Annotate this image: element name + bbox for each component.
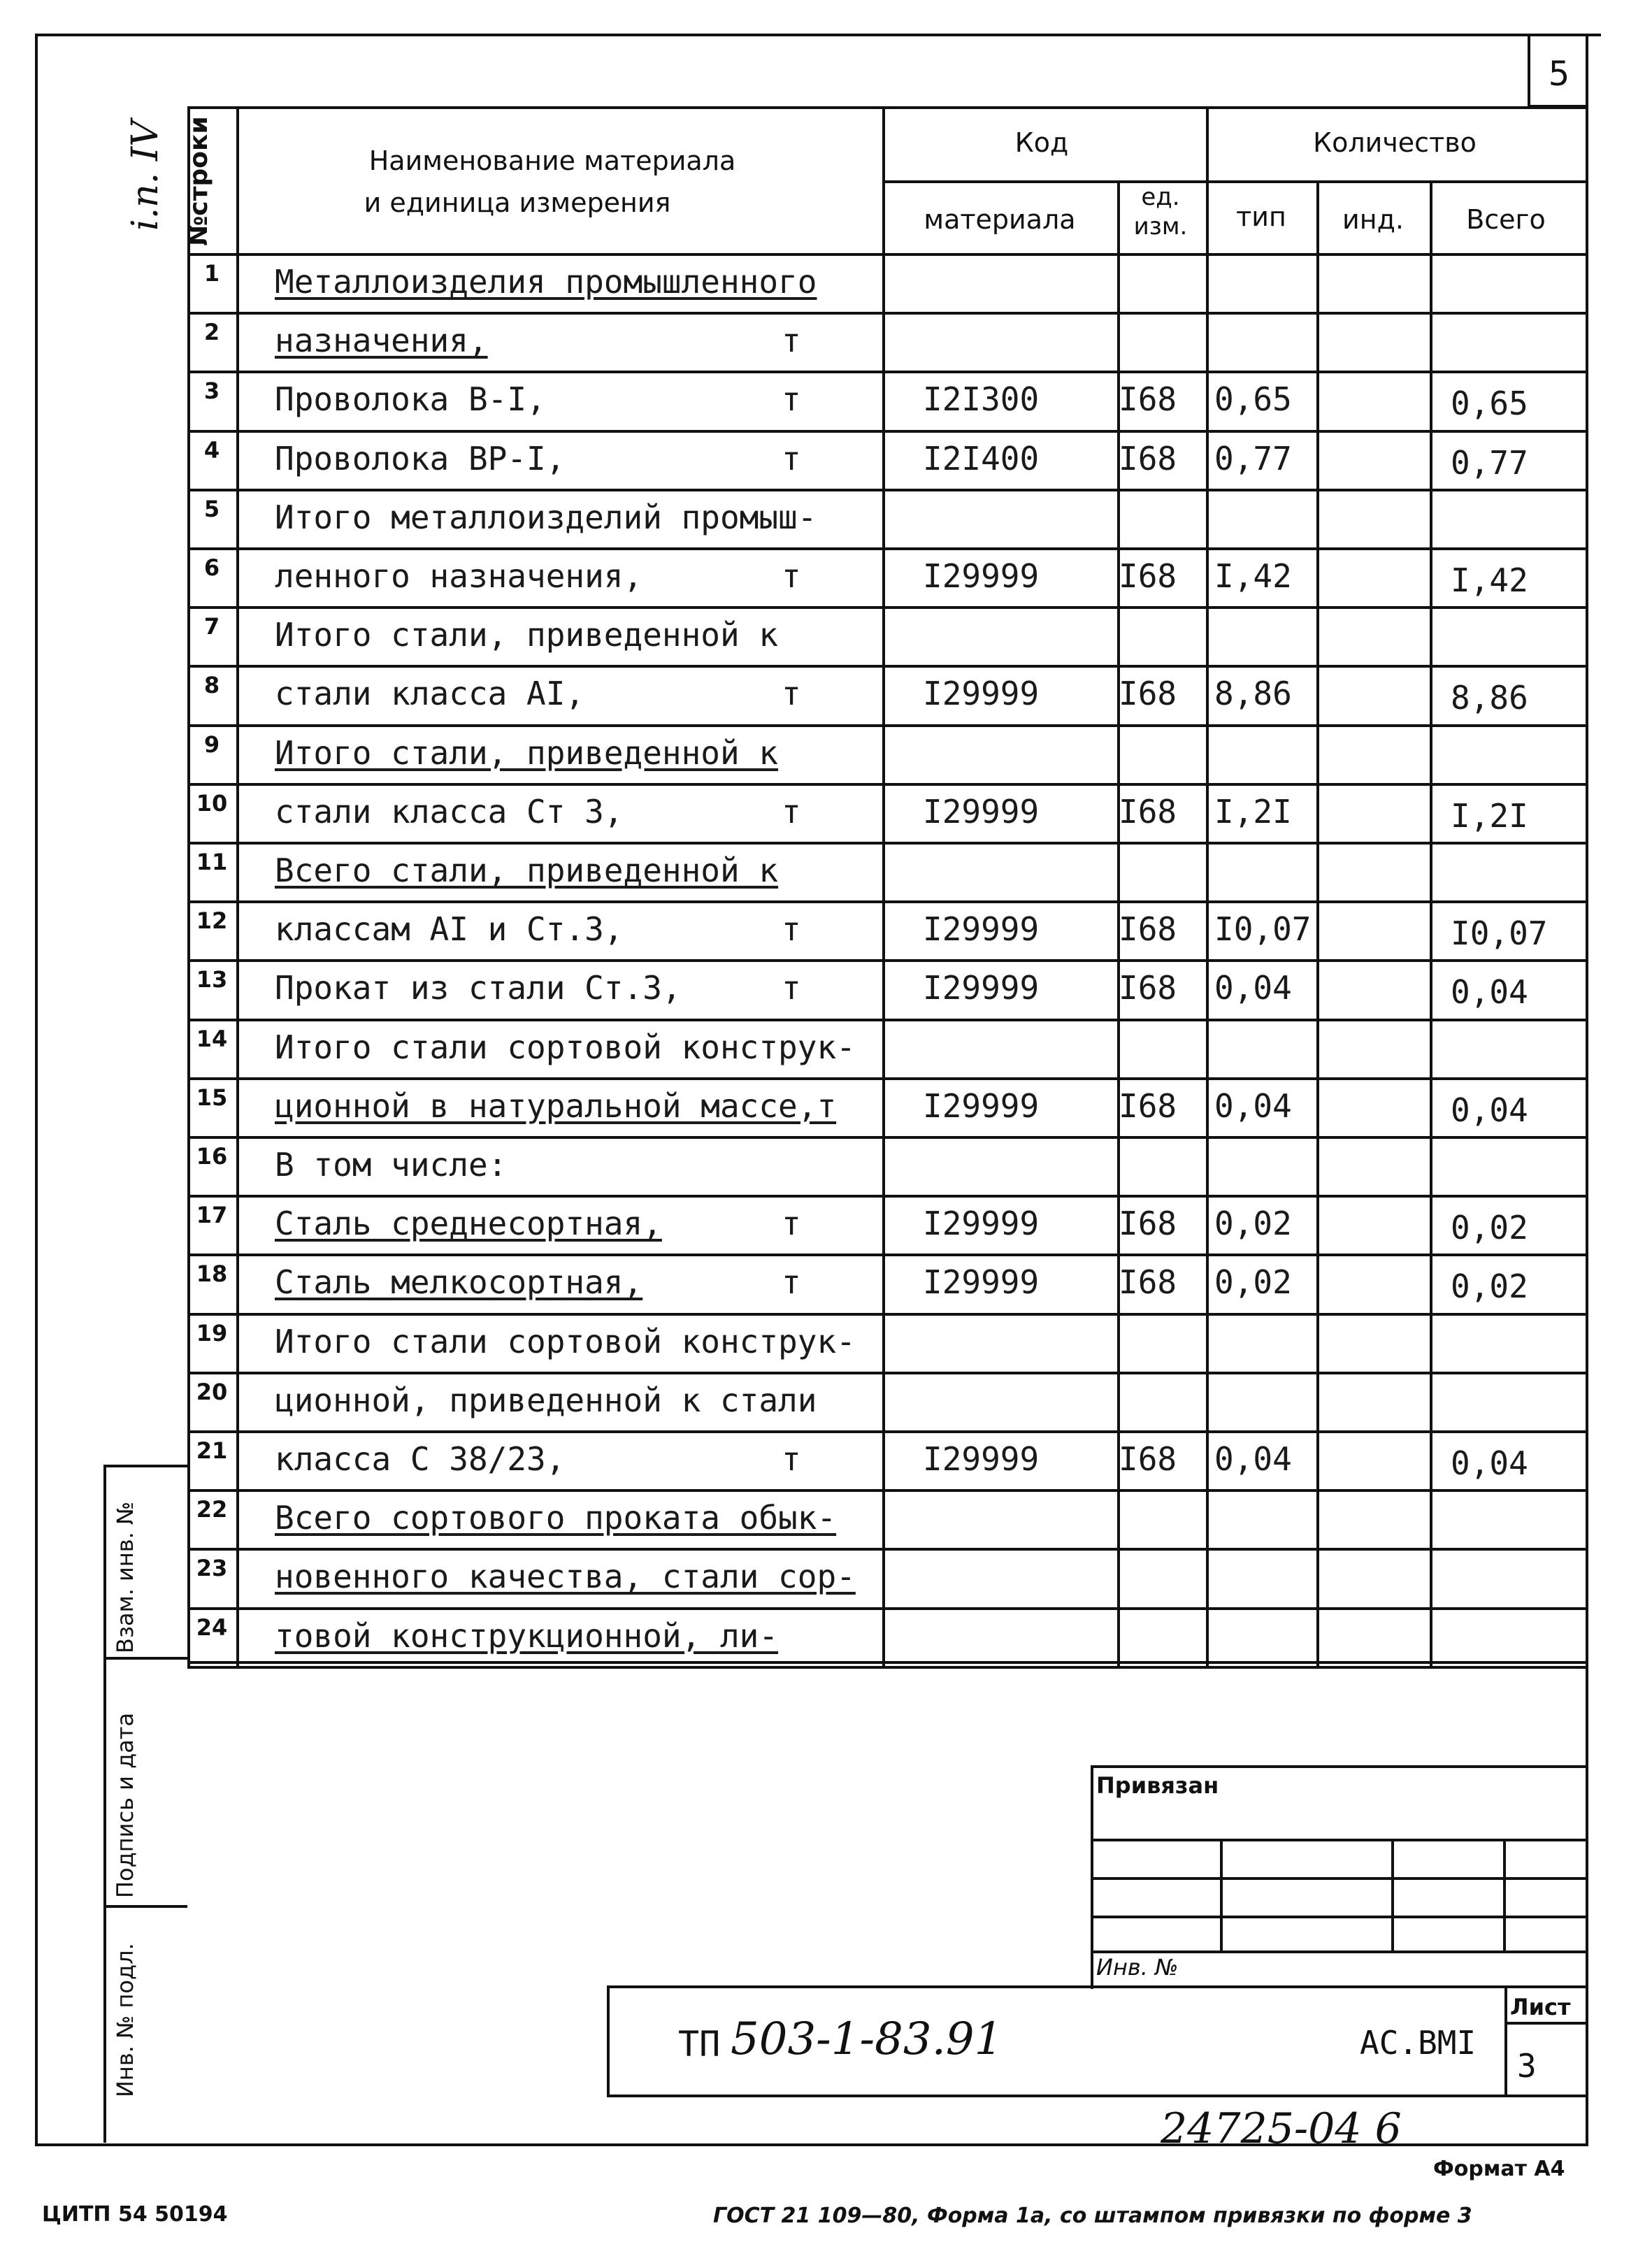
row-code: I29999 xyxy=(923,1086,1040,1125)
row-number: 5 xyxy=(203,495,220,522)
row-unit-letter: т xyxy=(782,1263,801,1302)
row-qty-type: I,2I xyxy=(1214,792,1292,831)
row-code: I29999 xyxy=(923,1440,1040,1478)
row-unit-letter: т xyxy=(782,910,801,949)
row-unit-code: I68 xyxy=(1119,557,1177,595)
header-name-line2: и единица измерения xyxy=(364,187,671,218)
row-unit-code: I68 xyxy=(1119,380,1177,419)
side-stamp-podpis: Подпись и дата xyxy=(112,1712,138,1898)
table-row-divider xyxy=(187,1136,1586,1139)
row-unit-code: I68 xyxy=(1119,1440,1177,1478)
row-qty-type: 8,86 xyxy=(1214,675,1292,713)
row-unit-letter: т xyxy=(782,792,801,831)
stamp-sheet-label: Лист xyxy=(1510,1994,1571,2020)
row-name: товой конструкционной, ли- xyxy=(275,1616,779,1655)
row-name: Прокат из стали Ст.3, xyxy=(275,969,682,1007)
row-number: 17 xyxy=(196,1202,228,1229)
header-unit-l2: изм. xyxy=(1133,213,1188,240)
row-qty-total: 0,04 xyxy=(1451,973,1528,1012)
stamp-doc-prefix: ТП xyxy=(678,2024,721,2064)
table-row-divider xyxy=(187,1666,1586,1669)
row-number: 13 xyxy=(196,966,228,993)
row-name: Всего стали, приведенной к xyxy=(275,852,779,889)
table-row-divider xyxy=(187,900,1586,903)
row-number: 7 xyxy=(203,613,220,640)
table-row-divider xyxy=(187,1430,1586,1433)
table-row-divider xyxy=(187,665,1586,668)
row-name: Итого стали, приведенной к xyxy=(275,733,779,772)
row-unit-code: I68 xyxy=(1119,1086,1177,1125)
row-name: стали класса АI, xyxy=(275,675,585,713)
table-row-divider xyxy=(187,1548,1586,1551)
row-unit-code: I68 xyxy=(1119,1205,1177,1243)
row-name: Итого стали сортовой конструк- xyxy=(275,1322,856,1360)
row-qty-type: 0,77 xyxy=(1214,439,1292,477)
header-qty-type: тип xyxy=(1236,201,1286,232)
row-qty-type: 0,65 xyxy=(1214,380,1292,419)
row-code: I29999 xyxy=(923,792,1040,831)
table-row-divider xyxy=(187,1313,1586,1316)
row-number: 24 xyxy=(196,1614,228,1641)
row-name: новенного качества, стали сор- xyxy=(275,1558,856,1596)
row-qty-type: 0,04 xyxy=(1214,969,1292,1007)
header-row-no: №строки xyxy=(185,116,213,246)
row-unit-letter: т xyxy=(782,969,801,1007)
row-number: 6 xyxy=(203,554,220,581)
row-unit-letter: т xyxy=(782,1440,801,1478)
row-number: 14 xyxy=(196,1025,228,1052)
stamp-doc-code: АС.ВМI xyxy=(1360,2024,1477,2062)
row-name: Всего сортового проката обык- xyxy=(275,1499,837,1537)
frame-top xyxy=(35,34,1601,36)
row-unit-code: I68 xyxy=(1119,792,1177,831)
row-name: Металлоизделия промышленного xyxy=(275,263,817,301)
table-row-divider xyxy=(187,371,1586,373)
row-number: 23 xyxy=(196,1555,228,1582)
row-name: ленного назначения, xyxy=(275,557,643,595)
row-unit-letter: т xyxy=(782,322,801,360)
row-code: I29999 xyxy=(923,1205,1040,1243)
row-qty-total: I0,07 xyxy=(1451,914,1548,953)
row-name: ционной в натуральной массе,т xyxy=(275,1086,837,1125)
table-row-divider xyxy=(187,1372,1586,1374)
row-number: 11 xyxy=(196,849,228,875)
table-row-divider xyxy=(187,724,1586,727)
row-qty-total: 8,86 xyxy=(1451,679,1528,717)
row-number: 21 xyxy=(196,1437,228,1464)
row-number: 20 xyxy=(196,1378,228,1405)
row-name: Итого стали, приведенной к xyxy=(275,616,779,654)
row-name: Проволока В-I, xyxy=(275,380,546,419)
row-qty-type: 0,02 xyxy=(1214,1263,1292,1302)
footer-left: ЦИТП 54 50194 xyxy=(42,2202,228,2227)
row-code: I29999 xyxy=(923,910,1040,949)
header-code-material: материала xyxy=(924,204,1076,235)
frame-left xyxy=(35,34,38,2145)
row-number: 2 xyxy=(203,319,220,346)
row-code: I2I300 xyxy=(923,380,1040,419)
table-row-divider xyxy=(187,783,1586,786)
row-code: I29999 xyxy=(923,1263,1040,1302)
row-number: 1 xyxy=(203,260,220,287)
row-name: Итого металлоизделий промыш- xyxy=(275,498,817,536)
table-row-divider xyxy=(187,1489,1586,1492)
row-name: Сталь среднесортная, xyxy=(275,1205,662,1243)
table-row-divider xyxy=(187,430,1586,433)
stamp-sheet-value: 3 xyxy=(1517,2047,1537,2085)
row-name: Проволока ВР-I, xyxy=(275,439,566,477)
row-qty-total: 0,65 xyxy=(1451,385,1528,423)
table-header-bottom xyxy=(187,253,1586,256)
side-stamp-vzam: Взам. инв. № xyxy=(112,1501,138,1653)
row-name: Итого стали сортовой конструк- xyxy=(275,1028,856,1066)
row-qty-total: 0,02 xyxy=(1451,1209,1528,1247)
footer-right: ГОСТ 21 109—80, Форма 1а, со штампом привязки по форме 3 xyxy=(713,2204,1472,2228)
header-name-line1: Наименование материала xyxy=(368,145,736,176)
frame-right xyxy=(1586,34,1588,2145)
row-number: 4 xyxy=(203,436,220,464)
row-name: классам АI и Ст.3, xyxy=(275,910,624,949)
row-qty-type: 0,02 xyxy=(1214,1205,1292,1243)
row-name: назначения, xyxy=(275,322,488,360)
row-unit-code: I68 xyxy=(1119,1263,1177,1302)
format-label: Формат А4 xyxy=(1433,2157,1565,2181)
row-number: 19 xyxy=(196,1319,228,1346)
row-qty-total: 0,04 xyxy=(1451,1091,1528,1129)
row-unit-letter: т xyxy=(782,439,801,477)
row-unit-letter: т xyxy=(782,675,801,713)
row-code: I29999 xyxy=(923,969,1040,1007)
handwritten-number: 24725-04 6 xyxy=(1161,2104,1402,2153)
row-number: 18 xyxy=(196,1260,228,1288)
row-code: I2I400 xyxy=(923,439,1040,477)
table-row-divider xyxy=(187,312,1586,315)
row-unit-code: I68 xyxy=(1119,969,1177,1007)
page-number: 5 xyxy=(1548,55,1570,94)
row-unit-letter: т xyxy=(782,1205,801,1243)
header-unit-l1: ед. xyxy=(1141,183,1180,211)
header-code-group: Код xyxy=(1014,127,1069,158)
margin-note: i.n. IV xyxy=(124,120,166,231)
row-number: 8 xyxy=(203,672,220,699)
row-unit-letter: т xyxy=(782,557,801,595)
header-qty-ind: инд. xyxy=(1342,204,1404,235)
row-number: 10 xyxy=(196,789,228,817)
table-row-divider xyxy=(187,606,1586,609)
table-row-divider xyxy=(187,842,1586,845)
row-unit-code: I68 xyxy=(1119,439,1177,477)
row-name: ционной, приведенной к стали xyxy=(275,1381,817,1419)
row-unit-code: I68 xyxy=(1119,910,1177,949)
row-qty-total: 0,02 xyxy=(1451,1267,1528,1306)
row-number: 3 xyxy=(203,378,220,405)
row-number: 9 xyxy=(203,731,220,758)
row-name: В том числе: xyxy=(275,1146,508,1184)
table-row-divider xyxy=(187,1253,1586,1256)
header-qty-group: Количество xyxy=(1313,127,1477,158)
row-qty-type: 0,04 xyxy=(1214,1440,1292,1478)
table-row-divider xyxy=(187,547,1586,550)
table-row-divider xyxy=(187,959,1586,962)
row-unit-code: I68 xyxy=(1119,675,1177,713)
row-qty-total: I,2I xyxy=(1451,796,1528,835)
table-row-divider xyxy=(187,1607,1586,1610)
row-name: Сталь мелкосортная, xyxy=(275,1263,643,1302)
table-row-divider xyxy=(187,1019,1586,1021)
row-qty-type: I0,07 xyxy=(1214,910,1312,949)
row-qty-type: 0,04 xyxy=(1214,1086,1292,1125)
row-name: стали класса Ст 3, xyxy=(275,792,624,831)
row-number: 22 xyxy=(196,1496,228,1523)
table-row-divider xyxy=(187,1077,1586,1080)
row-number: 12 xyxy=(196,907,228,935)
stamp-privyazan: Привязан xyxy=(1096,1772,1219,1799)
table-row-divider xyxy=(187,489,1586,491)
stamp-doc-number: 503-1-83.91 xyxy=(731,2013,1003,2065)
row-qty-total: I,42 xyxy=(1451,561,1528,599)
row-code: I29999 xyxy=(923,675,1040,713)
row-number: 16 xyxy=(196,1143,228,1170)
row-number: 15 xyxy=(196,1084,228,1111)
row-qty-total: 0,04 xyxy=(1451,1444,1528,1482)
table-row-divider xyxy=(187,1195,1586,1198)
row-unit-letter: т xyxy=(782,380,801,419)
side-stamp-inv: Инв. № подл. xyxy=(112,1943,138,2097)
row-name: класса С 38/23, xyxy=(275,1440,566,1478)
header-qty-total: Всего xyxy=(1466,204,1546,235)
row-qty-total: 0,77 xyxy=(1451,443,1528,482)
table-top-border xyxy=(187,106,1586,109)
row-code: I29999 xyxy=(923,557,1040,595)
stamp-inv-no: Инв. № xyxy=(1096,1954,1179,1981)
row-qty-type: I,42 xyxy=(1214,557,1292,595)
